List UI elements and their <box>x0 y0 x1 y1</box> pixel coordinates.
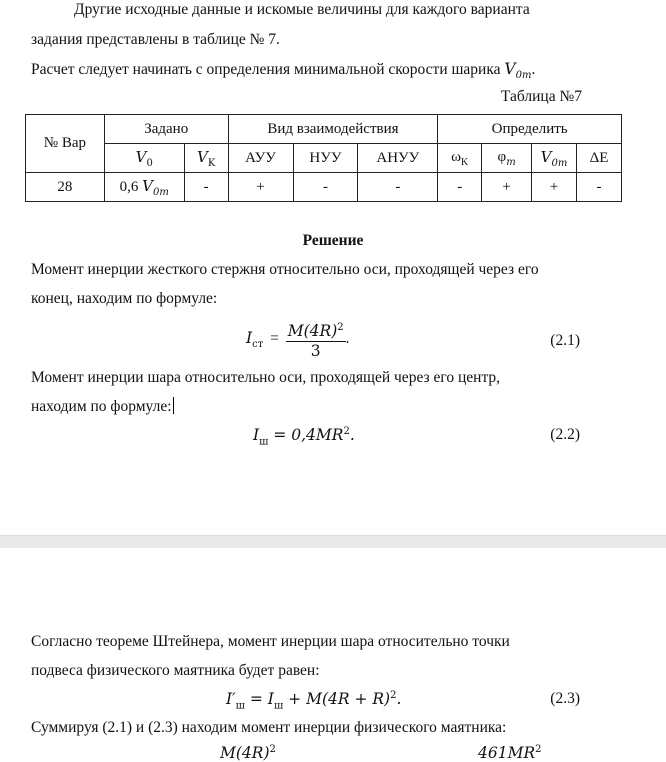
header-delta-e: ΔE <box>577 144 622 173</box>
p4-line-1: Суммируя (2.1) и (2.3) находим момент инерции физического маятника: <box>31 719 507 736</box>
col-variant-header: № Вар <box>26 115 105 173</box>
variant-table <box>25 114 622 202</box>
eq4-numerator-2: $461MR^2$ <box>478 744 542 762</box>
eq1-lhs: $I_{ст}$ <box>246 329 264 351</box>
cell-delta-e: - <box>577 173 622 202</box>
header-omega: $\omega_K$ <box>438 144 482 173</box>
eq3-number: (2.3) <box>550 690 580 707</box>
intro-line-3: Расчет следует начинать с определения минимальной скорости шарика $V_{0m}$. <box>31 60 536 82</box>
cell-v0: 0,6 $V_{0m}$ <box>104 173 184 202</box>
cell-auu: + <box>228 173 293 202</box>
cell-nuu: - <box>293 173 358 202</box>
cell-anuu: - <box>358 173 438 202</box>
equation-2-3: $I'_ш = I_ш + M(4R + R)^2$. <box>226 690 402 712</box>
eq4-numerator-1: $M(4R)^2$ <box>220 744 276 762</box>
solution-p1-line-1: Момент инерции жесткого стержня относительно оси, проходящей через его <box>31 261 539 278</box>
solution-title: Решение <box>302 232 364 249</box>
equation-2-1: $I_{ст}$ = $\frac{M(4R)^2}{3}$ . <box>246 318 350 361</box>
group-given-header: Задано <box>104 115 228 144</box>
intro-text: Расчет следует начинать с определения минимальной скорости шарика <box>31 61 501 78</box>
velocity-symbol: $V_{0m}$ <box>504 60 532 82</box>
table-subheader-row <box>26 144 622 173</box>
eq1-fraction: $\frac{M(4R)^2}{3}$ <box>286 318 346 361</box>
solution-p1-line-2: конец, находим по формуле: <box>31 290 218 307</box>
header-v0: $V_0$ <box>104 144 184 173</box>
table-header-row <box>26 115 622 144</box>
cell-phi: + <box>482 173 532 202</box>
eq2-number: (2.2) <box>550 426 580 443</box>
cell-v0m: + <box>532 173 577 202</box>
header-nuu: НУУ <box>293 144 358 173</box>
intro-line-1: Другие исходные данные и искомые величины для каждого варианта <box>74 1 530 18</box>
p3-line-1: Согласно теореме Штейнера, момент инерции шара относительно точки <box>31 633 510 650</box>
group-determine-header: Определить <box>438 115 622 144</box>
text-cursor <box>173 397 174 414</box>
document-page-2 <box>0 548 666 762</box>
header-v0m: $V_{0m}$ <box>532 144 577 173</box>
header-anuu: АНУУ <box>358 144 438 173</box>
cell-omega: - <box>438 173 482 202</box>
solution-p2-line-2: находим по формуле: <box>31 398 172 415</box>
p3-line-2: подвеса физического маятника будет равен: <box>31 662 320 679</box>
equation-2-2: $I_ш = 0,4MR^2$. <box>253 426 355 448</box>
intro-line-2: задания представлены в таблице № 7. <box>31 31 280 48</box>
solution-p2-line-1: Момент инерции шара относительно оси, проходящей через его центр, <box>31 369 501 386</box>
page-break <box>0 535 666 549</box>
table-row <box>26 173 622 202</box>
group-interaction-header: Вид взаимодействия <box>228 115 438 144</box>
cell-vk: - <box>184 173 228 202</box>
header-vk: $V_K$ <box>184 144 228 173</box>
header-auu: АУУ <box>228 144 293 173</box>
eq1-number: (2.1) <box>550 332 580 349</box>
header-phi: $\varphi_m$ <box>482 144 532 173</box>
table-caption: Таблица №7 <box>500 88 582 105</box>
cell-variant: 28 <box>26 173 105 202</box>
